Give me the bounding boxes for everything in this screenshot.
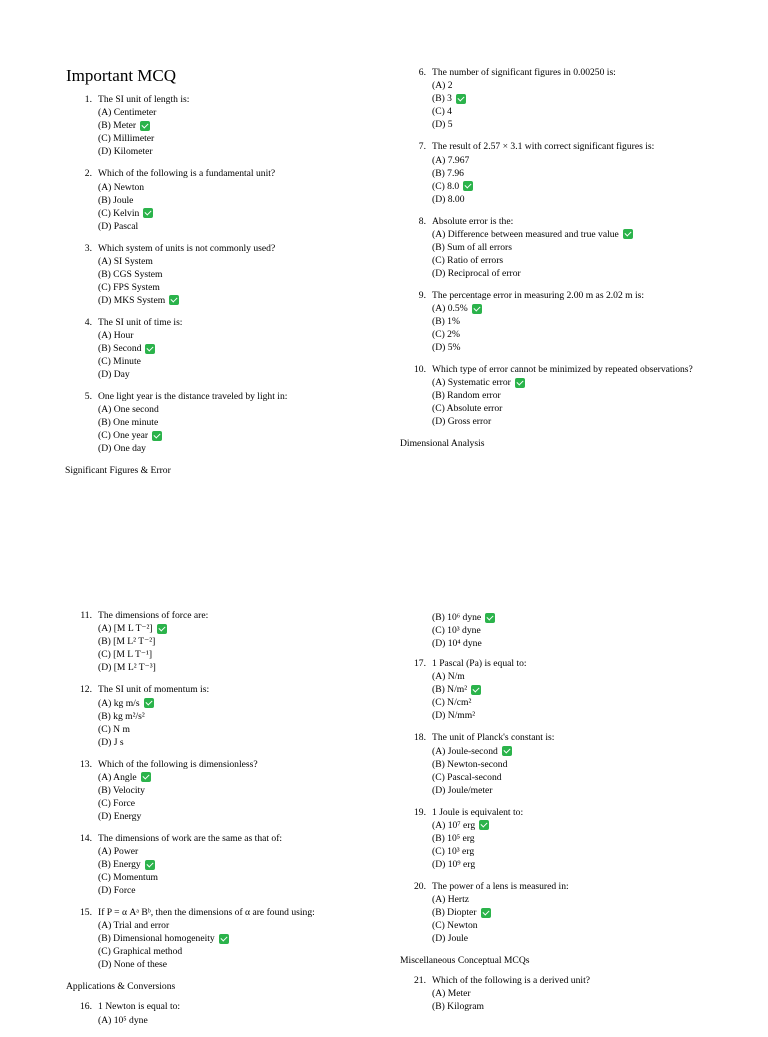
option-label: (C) Kelvin [98,207,140,219]
question-text: Which type of error cannot be minimized by repeated observations? [432,364,693,376]
page-2 [0,600,768,1024]
correct-check-icon [485,613,495,623]
option-label: (A) Difference between measured and true value [432,228,619,240]
answer-option [66,194,366,207]
answer-option [400,118,700,131]
question-number: 13. [80,758,92,770]
correct-check-icon [502,746,512,756]
option-label: (A) Meter [432,988,471,1000]
question-line [400,290,700,302]
correct-check-icon [471,685,481,695]
question-item [66,317,366,381]
option-label: (B) One minute [98,417,159,429]
question-list [400,658,700,945]
question-text: Which of the following is a fundamental unit? [98,168,276,180]
option-label: (A) Hour [98,330,134,342]
correct-check-icon [157,624,167,634]
option-label: (A) Newton [98,181,145,193]
answer-option [66,119,366,132]
answer-option [66,736,366,749]
question-line [66,94,366,106]
question-text: If P = α Aᵃ Bᵇ, then the dimensions of α are found using: [98,907,315,919]
option-label: (B) 10⁶ dyne [432,612,482,623]
answer-option [400,858,700,871]
option-label: (D) 8.00 [432,193,465,205]
question-line [400,732,700,744]
answer-option [66,797,366,810]
section-heading: Applications & Conversions [66,981,176,993]
option-label: (C) [M L T⁻¹] [98,649,153,661]
answer-option [400,389,700,402]
answer-option [66,132,366,145]
question-line [400,67,700,79]
option-label: (B) Sum of all errors [432,241,512,253]
question-list [400,975,700,1013]
question-text: Which of the following is dimensionless? [98,758,258,770]
answer-option [66,919,366,932]
question-number: 2. [84,168,92,180]
question-item [66,759,366,823]
question-list [66,1001,366,1026]
section-heading: Dimensional Analysis [400,438,485,450]
option-label: (B) Random error [432,390,501,402]
question-number: 17. [414,658,426,669]
question-text: 1 Newton is equal to: [98,1001,181,1013]
option-label: (B) Joule [98,194,134,206]
correct-check-icon [456,94,466,104]
answer-option [66,416,366,429]
option-label: (D) Joule [432,933,468,945]
answer-option [66,884,366,897]
question-text: One light year is the distance traveled by light in: [98,391,288,403]
option-label: (B) 10⁵ erg [432,832,475,844]
option-label: (C) Newton [432,920,478,932]
answer-option [400,611,700,624]
question-number: 10. [414,364,426,376]
answer-option [66,635,366,648]
correct-check-icon [141,772,151,782]
option-label: (B) Newton-second [432,758,508,770]
option-label: (A) Trial and error [98,920,170,932]
option-label: (B) Second [98,343,142,355]
option-label: (A) Centimeter [98,107,157,119]
question-text: Which system of units is not commonly used? [98,242,276,254]
question-item [400,141,700,205]
answer-option [400,624,700,637]
answer-option [66,368,366,381]
option-label: (C) Ratio of errors [432,254,504,266]
question-text: Which of the following is a derived unit? [432,975,590,987]
answer-option [400,341,700,354]
answer-option [400,241,700,254]
option-label: (A) Power [98,846,139,858]
option-label: (A) kg m/s [98,697,140,709]
question-item [400,216,700,280]
option-label: (A) 10⁵ dyne [98,1014,148,1026]
option-label: (D) 10⁴ dyne [432,638,482,649]
answer-option [400,893,700,906]
correct-check-icon [145,860,155,870]
question-item [400,67,700,131]
answer-option [66,723,366,736]
question-number: 18. [414,732,426,744]
answer-option [400,415,700,428]
section-heading: Miscellaneous Conceptual MCQs [400,955,530,967]
option-label: (B) N/m² [432,684,468,696]
answer-option [66,784,366,797]
option-label: (C) 10³ dyne [432,625,481,636]
question-number: 5. [84,391,92,403]
answer-option [66,845,366,858]
question-line [400,658,700,670]
answer-option [66,858,366,871]
answer-option [400,180,700,193]
option-label: (A) 0.5% [432,303,468,315]
question-item [66,243,366,307]
option-label: (B) Meter [98,120,137,132]
question-number: 15. [80,907,92,919]
option-label: (B) Dimensional homogeneity [98,933,215,945]
answer-option [66,329,366,342]
answer-option [66,342,366,355]
question-text: The dimensions of force are: [98,610,209,621]
answer-option [66,697,366,710]
question-line [400,141,700,153]
question-number: 16. [80,1001,92,1013]
option-label: (D) None of these [98,959,167,971]
question-line [400,975,700,987]
option-label: (D) Energy [98,810,142,822]
answer-option [400,771,700,784]
option-label: (D) 10⁹ erg [432,858,476,870]
option-label: (A) Angle [98,771,137,783]
question-list [400,67,700,428]
option-label: (D) Kilometer [98,146,153,158]
option-label: (D) Joule/meter [432,784,493,796]
option-label: (D) One day [98,443,146,455]
answer-option [66,710,366,723]
question-item [400,807,700,871]
question-item [400,881,700,945]
option-label: (C) Absolute error [432,403,503,415]
answer-option [400,845,700,858]
answer-option [66,771,366,784]
question-item [400,732,700,796]
answer-option [400,832,700,845]
question-number: 9. [418,289,426,301]
answer-option [400,228,700,241]
option-label: (A) SI System [98,255,153,267]
question-number: 6. [418,67,426,78]
option-label: (B) CGS System [98,268,163,280]
question-number: 21. [414,975,426,987]
option-label: (C) One year [98,430,149,442]
answer-option [66,810,366,823]
option-label: (A) Systematic error [432,377,511,389]
correct-check-icon [479,820,489,830]
question-line [66,168,366,180]
answer-option [400,670,700,683]
page2-right-column [400,611,700,1023]
option-label: (A) 10⁷ erg [432,819,476,831]
option-label: (D) [M L² T⁻³] [98,662,156,674]
option-label: (C) 10³ erg [432,845,475,857]
answer-option [400,709,700,722]
option-label: (B) Velocity [98,784,145,796]
answer-option [66,429,366,442]
option-label: (D) J s [98,736,124,748]
question-text: The dimensions of work are the same as that of: [98,832,283,844]
question-line [66,684,366,696]
question-number: 1. [84,94,92,105]
correct-check-icon [515,378,525,388]
question-line [66,391,366,403]
question-item [400,364,700,428]
option-label: (C) Force [98,797,136,809]
option-label: (C) Momentum [98,872,158,884]
correct-check-icon [140,121,150,131]
answer-option [400,105,700,118]
question-item [66,907,366,971]
option-label: (B) 3 [432,93,452,105]
question-item [66,391,366,455]
answer-option [66,281,366,294]
answer-option [66,220,366,233]
answer-option [400,79,700,92]
option-label: (B) kg m²/s² [98,710,145,722]
answer-option [66,268,366,281]
option-label: (D) Pascal [98,220,139,232]
section-heading: Significant Figures & Error [65,465,171,477]
option-label: (D) N/mm² [432,710,476,722]
correct-check-icon [152,431,162,441]
answer-option [66,207,366,220]
question-line [66,833,366,845]
answer-option [66,1014,366,1027]
question-text: The number of significant figures in 0.00250 is: [432,67,616,78]
option-label: (D) 5% [432,342,461,354]
answer-option [400,637,700,650]
answer-option [400,683,700,696]
answer-option [400,745,700,758]
question-line [66,243,366,255]
correct-check-icon [623,229,633,239]
answer-option [66,661,366,674]
answer-option [400,932,700,945]
answer-option [66,648,366,661]
page2-left-column [66,610,366,1037]
answer-option [400,254,700,267]
option-label: (C) 2% [432,329,460,341]
answer-option [400,784,700,797]
question-text: 1 Joule is equivalent to: [432,806,524,818]
answer-option [66,106,366,119]
document-title: Important MCQ [66,66,177,85]
question-text: The SI unit of time is: [98,316,183,328]
question-text: The SI unit of momentum is: [98,684,210,696]
answer-option [66,294,366,307]
option-label: (D) MKS System [98,294,166,306]
option-label: (C) Millimeter [98,133,155,145]
option-label: (C) Graphical method [98,946,183,958]
question-number: 20. [414,880,426,892]
answer-option [66,945,366,958]
continued-options [400,611,700,650]
question-text: The percentage error in measuring 2.00 m as 2.02 m is: [432,289,645,301]
question-text: 1 Pascal (Pa) is equal to: [432,658,527,669]
option-label: (D) Day [98,369,130,381]
option-label: (A) One second [98,404,159,416]
question-list [66,610,366,971]
answer-option [66,871,366,884]
answer-option [400,328,700,341]
answer-option [400,92,700,105]
question-number: 3. [84,242,92,254]
question-line [400,364,700,376]
question-number: 11. [80,610,92,621]
option-label: (B) 1% [432,316,460,328]
correct-check-icon [472,304,482,314]
question-item [66,94,366,158]
correct-check-icon [143,208,153,218]
answer-option [400,302,700,315]
option-label: (A) N/m [432,671,465,683]
question-number: 8. [418,215,426,227]
page1-left-column [66,66,366,485]
answer-option [66,255,366,268]
option-label: (D) Reciprocal of error [432,267,521,279]
correct-check-icon [145,344,155,354]
answer-option [66,181,366,194]
option-label: (B) Energy [98,859,141,871]
option-label: (A) 7.967 [432,154,470,166]
question-line [400,881,700,893]
answer-option [400,758,700,771]
question-item [66,684,366,748]
correct-check-icon [169,295,179,305]
question-text: The result of 2.57 × 3.1 with correct significant figures is: [432,141,655,153]
answer-option [400,1000,700,1013]
answer-option [66,403,366,416]
question-line [66,1001,366,1013]
question-item [66,610,366,674]
question-item [66,833,366,897]
option-label: (C) 4 [432,106,452,118]
correct-check-icon [144,698,154,708]
option-label: (A) [M L T⁻²] [98,623,153,635]
question-item [400,975,700,1013]
question-text: The power of a lens is measured in: [432,880,569,892]
answer-option [400,267,700,280]
question-line [66,759,366,771]
answer-option [400,987,700,1000]
option-label: (C) N/cm² [432,697,472,709]
question-item [400,658,700,722]
question-text: Absolute error is the: [432,215,514,227]
question-line [66,610,366,622]
question-number: 4. [84,316,92,328]
answer-option [66,958,366,971]
option-label: (B) 7.96 [432,167,464,179]
page1-right-column [400,67,700,458]
question-line [66,317,366,329]
question-text: The unit of Planck's constant is: [432,732,555,744]
option-label: (B) [M L² T⁻²] [98,636,156,648]
option-label: (D) Force [98,885,136,897]
answer-option [400,154,700,167]
answer-option [400,919,700,932]
question-text: The SI unit of length is: [98,94,190,105]
question-number: 14. [80,832,92,844]
option-label: (A) 2 [432,80,453,92]
question-line [400,807,700,819]
question-item [66,1001,366,1026]
answer-option [66,442,366,455]
option-label: (D) Gross error [432,416,492,428]
question-line [66,907,366,919]
question-line [400,216,700,228]
option-label: (A) Hertz [432,894,470,906]
correct-check-icon [481,908,491,918]
answer-option [400,167,700,180]
question-item [400,290,700,354]
correct-check-icon [463,181,473,191]
correct-check-icon [219,934,229,944]
question-item [66,168,366,232]
answer-option [66,145,366,158]
answer-option [400,315,700,328]
option-label: (B) Kilogram [432,1001,484,1013]
question-number: 7. [418,141,426,153]
question-list [66,94,366,455]
answer-option [400,819,700,832]
answer-option [400,906,700,919]
option-label: (C) 8.0 [432,180,460,192]
answer-option [400,696,700,709]
answer-option [400,402,700,415]
answer-option [66,622,366,635]
answer-option [66,355,366,368]
option-label: (C) Pascal-second [432,771,502,783]
question-number: 12. [80,684,92,696]
option-label: (C) FPS System [98,281,160,293]
option-label: (A) Joule-second [432,745,498,757]
option-label: (C) N m [98,723,130,735]
option-label: (D) 5 [432,119,453,131]
option-label: (C) Minute [98,356,141,368]
option-label: (B) Diopter [432,907,477,919]
question-number: 19. [414,806,426,818]
answer-option [66,932,366,945]
answer-option [400,193,700,206]
answer-option [400,376,700,389]
